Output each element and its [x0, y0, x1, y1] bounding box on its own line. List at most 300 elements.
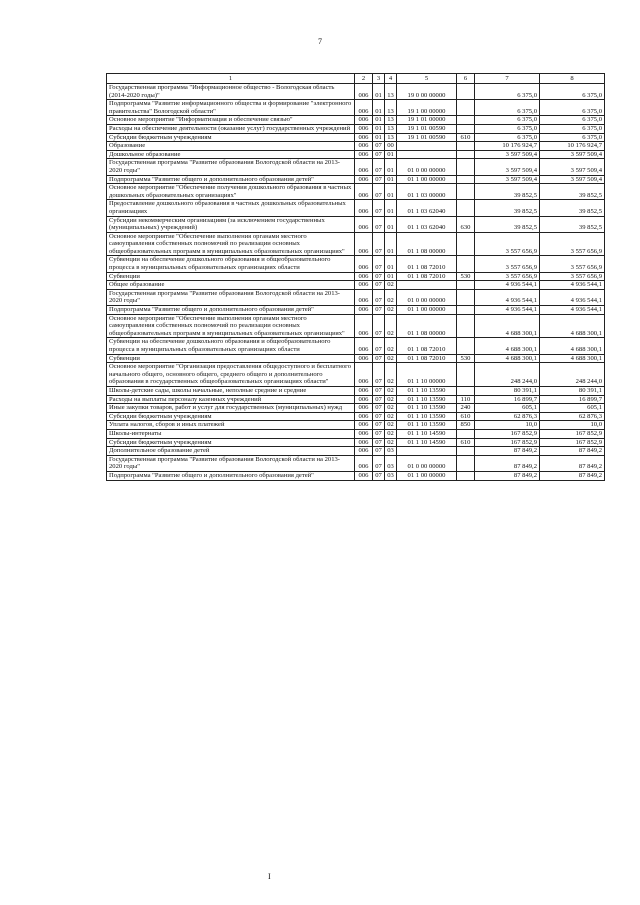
- amount-year1-cell: 6 375,0: [475, 116, 540, 125]
- code-admin-cell: 006: [355, 429, 373, 438]
- row-name-cell: Предоставление дошкольного образования в частных дошкольных образовательных организациях: [107, 200, 355, 216]
- code-expense-type-cell: [457, 314, 475, 338]
- code-admin-cell: 006: [355, 471, 373, 480]
- code-subsection-cell: 01: [385, 184, 397, 200]
- amount-year1-cell: 4 936 544,1: [475, 306, 540, 315]
- amount-year2-cell: 87 849,2: [540, 455, 605, 471]
- code-expense-type-cell: [457, 289, 475, 305]
- code-section-cell: 01: [373, 100, 385, 116]
- code-expense-type-cell: [457, 386, 475, 395]
- code-subsection-cell: 02: [385, 404, 397, 413]
- header-cell: 5: [397, 74, 457, 84]
- table-row: [107, 455, 605, 471]
- code-subsection-cell: 01: [385, 272, 397, 281]
- code-section-cell: 01: [373, 84, 385, 100]
- amount-year2-cell: 80 391,1: [540, 386, 605, 395]
- code-subsection-cell: 02: [385, 412, 397, 421]
- row-name-cell: Государственная программа "Развитие образования Вологодской области на 2013-2020 годы": [107, 159, 355, 175]
- code-subsection-cell: 01: [385, 232, 397, 256]
- code-expense-type-cell: [457, 100, 475, 116]
- row-name-cell: Общее образование: [107, 281, 355, 290]
- row-name-cell: Государственная программа "Развитие образования Вологодской области на 2013-2020 годы": [107, 455, 355, 471]
- code-target-cell: 01 1 00 00000: [397, 175, 457, 184]
- code-expense-type-cell: [457, 200, 475, 216]
- code-expense-type-cell: [457, 471, 475, 480]
- code-subsection-cell: 13: [385, 133, 397, 142]
- code-target-cell: 01 1 08 00000: [397, 314, 457, 338]
- table-row: [107, 124, 605, 133]
- code-section-cell: 07: [373, 429, 385, 438]
- header-cell: 1: [107, 74, 355, 84]
- amount-year1-cell: 605,1: [475, 404, 540, 413]
- code-expense-type-cell: [457, 142, 475, 151]
- row-name-cell: Подпрограмма "Развитие информационного общества и формирование "электронного правительства" Вологодской области": [107, 100, 355, 116]
- amount-year1-cell: 167 852,9: [475, 438, 540, 447]
- table-row: [107, 386, 605, 395]
- amount-year2-cell: 39 852,5: [540, 216, 605, 232]
- code-section-cell: 07: [373, 184, 385, 200]
- code-target-cell: 01 1 10 13590: [397, 404, 457, 413]
- code-expense-type-cell: [457, 256, 475, 272]
- code-admin-cell: 006: [355, 455, 373, 471]
- code-target-cell: 01 0 00 00000: [397, 455, 457, 471]
- code-admin-cell: 006: [355, 133, 373, 142]
- row-name-cell: Основное мероприятие "Организация предоставления общедоступного и бесплатного начального общего, основного общего, среднего общего и дополнительного образования в государственных общеобразовательных организациях области": [107, 363, 355, 387]
- code-section-cell: 07: [373, 200, 385, 216]
- code-admin-cell: 006: [355, 200, 373, 216]
- amount-year2-cell: 16 899,7: [540, 395, 605, 404]
- table-row: [107, 184, 605, 200]
- table-row: [107, 100, 605, 116]
- amount-year1-cell: 3 597 509,4: [475, 159, 540, 175]
- row-name-cell: Дополнительное образование детей: [107, 447, 355, 456]
- row-name-cell: Расходы на выплаты персоналу казенных учреждений: [107, 395, 355, 404]
- code-expense-type-cell: 530: [457, 354, 475, 363]
- amount-year1-cell: 87 849,2: [475, 455, 540, 471]
- bottom-mark: I: [268, 872, 271, 881]
- table-row: [107, 84, 605, 100]
- code-expense-type-cell: [457, 306, 475, 315]
- amount-year2-cell: 6 375,0: [540, 116, 605, 125]
- amount-year1-cell: 6 375,0: [475, 133, 540, 142]
- code-expense-type-cell: [457, 232, 475, 256]
- amount-year1-cell: 3 597 509,4: [475, 175, 540, 184]
- row-name-cell: Основное мероприятие "Обеспечение выполнения органами местного самоуправления собственных полномочий по реализации основных общеобразовательных программ в муниципальных образовательных организациях": [107, 232, 355, 256]
- code-target-cell: 01 1 03 62040: [397, 200, 457, 216]
- code-expense-type-cell: [457, 429, 475, 438]
- row-name-cell: Школы-детские сады, школы начальные, неполные средние и средние: [107, 386, 355, 395]
- amount-year1-cell: 3 557 656,9: [475, 232, 540, 256]
- code-subsection-cell: 02: [385, 429, 397, 438]
- code-section-cell: 07: [373, 455, 385, 471]
- code-section-cell: 07: [373, 256, 385, 272]
- amount-year2-cell: 167 852,9: [540, 429, 605, 438]
- code-section-cell: 07: [373, 395, 385, 404]
- code-expense-type-cell: 630: [457, 216, 475, 232]
- amount-year2-cell: 4 688 300,1: [540, 354, 605, 363]
- amount-year1-cell: 39 852,5: [475, 216, 540, 232]
- code-section-cell: 07: [373, 412, 385, 421]
- code-admin-cell: 006: [355, 412, 373, 421]
- table-row: [107, 338, 605, 354]
- code-admin-cell: 006: [355, 281, 373, 290]
- table-row: [107, 395, 605, 404]
- row-name-cell: Расходы на обеспечение деятельности (оказание услуг) государственных учреждений: [107, 124, 355, 133]
- row-name-cell: Субсидии бюджетным учреждениям: [107, 133, 355, 142]
- code-admin-cell: 006: [355, 272, 373, 281]
- table-header-row: [107, 74, 605, 84]
- code-subsection-cell: 13: [385, 100, 397, 116]
- code-expense-type-cell: [457, 184, 475, 200]
- code-admin-cell: 006: [355, 216, 373, 232]
- page-number: 7: [318, 37, 322, 46]
- code-admin-cell: 006: [355, 386, 373, 395]
- code-expense-type-cell: [457, 84, 475, 100]
- amount-year1-cell: 167 852,9: [475, 429, 540, 438]
- code-admin-cell: 006: [355, 314, 373, 338]
- code-section-cell: 07: [373, 159, 385, 175]
- code-expense-type-cell: [457, 150, 475, 159]
- code-section-cell: 07: [373, 232, 385, 256]
- code-expense-type-cell: [457, 175, 475, 184]
- row-name-cell: Субвенции: [107, 272, 355, 281]
- amount-year2-cell: 3 557 656,9: [540, 232, 605, 256]
- code-target-cell: 01 1 10 13590: [397, 412, 457, 421]
- row-name-cell: Субвенции на обеспечение дошкольного образования и общеобразовательного процесса в муниципальных образовательных организациях области: [107, 256, 355, 272]
- code-target-cell: 01 1 00 00000: [397, 306, 457, 315]
- code-expense-type-cell: [457, 116, 475, 125]
- code-target-cell: 01 1 03 00000: [397, 184, 457, 200]
- code-section-cell: 07: [373, 404, 385, 413]
- code-admin-cell: 006: [355, 142, 373, 151]
- code-subsection-cell: 02: [385, 289, 397, 305]
- row-name-cell: Школы-интернаты: [107, 429, 355, 438]
- code-target-cell: 01 1 10 13590: [397, 386, 457, 395]
- amount-year2-cell: 6 375,0: [540, 100, 605, 116]
- amount-year2-cell: 87 849,2: [540, 447, 605, 456]
- code-section-cell: 07: [373, 471, 385, 480]
- code-subsection-cell: 02: [385, 314, 397, 338]
- code-section-cell: 01: [373, 116, 385, 125]
- code-admin-cell: 006: [355, 438, 373, 447]
- code-section-cell: 07: [373, 386, 385, 395]
- code-subsection-cell: 02: [385, 421, 397, 430]
- header-cell: 4: [385, 74, 397, 84]
- code-subsection-cell: 03: [385, 455, 397, 471]
- row-name-cell: Субвенции: [107, 354, 355, 363]
- code-subsection-cell: 02: [385, 306, 397, 315]
- code-subsection-cell: 01: [385, 200, 397, 216]
- code-target-cell: 01 1 08 72010: [397, 256, 457, 272]
- row-name-cell: Основное мероприятие "Информатизация и обеспечение связью": [107, 116, 355, 125]
- code-target-cell: 01 1 08 00000: [397, 232, 457, 256]
- amount-year1-cell: 3 597 509,4: [475, 150, 540, 159]
- code-admin-cell: 006: [355, 150, 373, 159]
- amount-year2-cell: 3 597 509,4: [540, 150, 605, 159]
- amount-year1-cell: 10 176 924,7: [475, 142, 540, 151]
- code-target-cell: 01 1 08 72010: [397, 354, 457, 363]
- code-subsection-cell: 13: [385, 124, 397, 133]
- code-admin-cell: 006: [355, 338, 373, 354]
- table-row: [107, 429, 605, 438]
- amount-year1-cell: 4 688 300,1: [475, 354, 540, 363]
- amount-year2-cell: 39 852,5: [540, 200, 605, 216]
- code-subsection-cell: 02: [385, 281, 397, 290]
- code-section-cell: 07: [373, 289, 385, 305]
- amount-year2-cell: 39 852,5: [540, 184, 605, 200]
- code-subsection-cell: 02: [385, 395, 397, 404]
- code-subsection-cell: 02: [385, 386, 397, 395]
- code-admin-cell: 006: [355, 124, 373, 133]
- code-section-cell: 01: [373, 124, 385, 133]
- amount-year2-cell: 62 876,3: [540, 412, 605, 421]
- code-expense-type-cell: [457, 281, 475, 290]
- code-target-cell: 19 1 01 00590: [397, 133, 457, 142]
- code-expense-type-cell: 610: [457, 438, 475, 447]
- table-row: [107, 116, 605, 125]
- code-admin-cell: 006: [355, 421, 373, 430]
- amount-year2-cell: 605,1: [540, 404, 605, 413]
- amount-year2-cell: 10 176 924,7: [540, 142, 605, 151]
- code-target-cell: 01 1 10 00000: [397, 363, 457, 387]
- code-subsection-cell: 02: [385, 363, 397, 387]
- code-admin-cell: 006: [355, 100, 373, 116]
- code-admin-cell: 006: [355, 447, 373, 456]
- table-row: [107, 232, 605, 256]
- code-subsection-cell: 03: [385, 471, 397, 480]
- table-row: [107, 314, 605, 338]
- table-row: [107, 272, 605, 281]
- code-admin-cell: 006: [355, 289, 373, 305]
- code-admin-cell: 006: [355, 363, 373, 387]
- code-section-cell: 07: [373, 438, 385, 447]
- code-target-cell: 01 1 10 14590: [397, 438, 457, 447]
- code-section-cell: 07: [373, 447, 385, 456]
- code-target-cell: 01 1 00 00000: [397, 471, 457, 480]
- amount-year2-cell: 87 849,2: [540, 471, 605, 480]
- header-cell: 3: [373, 74, 385, 84]
- code-admin-cell: 006: [355, 354, 373, 363]
- table-row: [107, 159, 605, 175]
- amount-year2-cell: 4 688 300,1: [540, 314, 605, 338]
- code-subsection-cell: 01: [385, 175, 397, 184]
- code-target-cell: 19 1 01 00000: [397, 116, 457, 125]
- code-section-cell: 07: [373, 354, 385, 363]
- table-row: [107, 281, 605, 290]
- amount-year1-cell: 3 557 656,9: [475, 256, 540, 272]
- budget-table: [106, 73, 605, 481]
- code-target-cell: 19 1 01 00590: [397, 124, 457, 133]
- amount-year1-cell: 10,0: [475, 421, 540, 430]
- code-expense-type-cell: [457, 447, 475, 456]
- header-cell: 6: [457, 74, 475, 84]
- amount-year1-cell: 4 936 544,1: [475, 281, 540, 290]
- table-row: [107, 438, 605, 447]
- row-name-cell: Дошкольное образование: [107, 150, 355, 159]
- amount-year1-cell: 4 936 544,1: [475, 289, 540, 305]
- table-row: [107, 289, 605, 305]
- code-target-cell: 01 1 10 13590: [397, 421, 457, 430]
- amount-year1-cell: 6 375,0: [475, 124, 540, 133]
- amount-year2-cell: 4 936 544,1: [540, 306, 605, 315]
- code-target-cell: 01 0 00 00000: [397, 289, 457, 305]
- code-admin-cell: 006: [355, 256, 373, 272]
- code-admin-cell: 006: [355, 395, 373, 404]
- code-section-cell: 07: [373, 216, 385, 232]
- code-target-cell: 01 1 10 14590: [397, 429, 457, 438]
- table-row: [107, 404, 605, 413]
- table-row: [107, 175, 605, 184]
- amount-year1-cell: 4 688 300,1: [475, 338, 540, 354]
- row-name-cell: Субсидии бюджетным учреждениям: [107, 438, 355, 447]
- code-expense-type-cell: 530: [457, 272, 475, 281]
- code-expense-type-cell: [457, 338, 475, 354]
- amount-year2-cell: 10,0: [540, 421, 605, 430]
- table-row: [107, 447, 605, 456]
- row-name-cell: Иные закупки товаров, работ и услуг для государственных (муниципальных) нужд: [107, 404, 355, 413]
- code-admin-cell: 006: [355, 306, 373, 315]
- code-target-cell: [397, 150, 457, 159]
- code-section-cell: 07: [373, 421, 385, 430]
- code-subsection-cell: 02: [385, 338, 397, 354]
- code-admin-cell: 006: [355, 159, 373, 175]
- code-section-cell: 07: [373, 363, 385, 387]
- table-row: [107, 150, 605, 159]
- amount-year2-cell: 4 936 544,1: [540, 281, 605, 290]
- amount-year1-cell: 87 849,2: [475, 471, 540, 480]
- amount-year2-cell: 3 557 656,9: [540, 272, 605, 281]
- amount-year1-cell: 6 375,0: [475, 100, 540, 116]
- header-cell: 2: [355, 74, 373, 84]
- code-target-cell: 01 1 03 62040: [397, 216, 457, 232]
- code-subsection-cell: 03: [385, 447, 397, 456]
- amount-year1-cell: 6 375,0: [475, 84, 540, 100]
- amount-year1-cell: 39 852,5: [475, 200, 540, 216]
- amount-year2-cell: 4 936 544,1: [540, 289, 605, 305]
- code-expense-type-cell: 850: [457, 421, 475, 430]
- amount-year2-cell: 3 557 656,9: [540, 256, 605, 272]
- row-name-cell: Субсидии бюджетным учреждениям: [107, 412, 355, 421]
- code-section-cell: 07: [373, 338, 385, 354]
- code-section-cell: 07: [373, 306, 385, 315]
- code-section-cell: 07: [373, 281, 385, 290]
- amount-year1-cell: 87 849,2: [475, 447, 540, 456]
- code-target-cell: 19 1 00 00000: [397, 100, 457, 116]
- code-subsection-cell: 01: [385, 216, 397, 232]
- amount-year2-cell: 167 852,9: [540, 438, 605, 447]
- amount-year1-cell: 4 688 300,1: [475, 314, 540, 338]
- code-target-cell: 01 0 00 00000: [397, 159, 457, 175]
- code-subsection-cell: 13: [385, 116, 397, 125]
- amount-year1-cell: 16 899,7: [475, 395, 540, 404]
- amount-year1-cell: 3 557 656,9: [475, 272, 540, 281]
- code-section-cell: 07: [373, 150, 385, 159]
- table-row: [107, 142, 605, 151]
- code-admin-cell: 006: [355, 84, 373, 100]
- amount-year2-cell: 6 375,0: [540, 84, 605, 100]
- amount-year2-cell: 6 375,0: [540, 124, 605, 133]
- row-name-cell: Образование: [107, 142, 355, 151]
- amount-year1-cell: 80 391,1: [475, 386, 540, 395]
- code-expense-type-cell: 610: [457, 412, 475, 421]
- code-section-cell: 07: [373, 272, 385, 281]
- table-row: [107, 306, 605, 315]
- code-subsection-cell: 01: [385, 256, 397, 272]
- code-section-cell: 07: [373, 175, 385, 184]
- code-admin-cell: 006: [355, 175, 373, 184]
- amount-year2-cell: 6 375,0: [540, 133, 605, 142]
- row-name-cell: Основное мероприятие "Обеспечение получения дошкольного образования в частных дошкольных образовательных организациях": [107, 184, 355, 200]
- code-subsection-cell: 00: [385, 142, 397, 151]
- code-admin-cell: 006: [355, 116, 373, 125]
- code-expense-type-cell: [457, 455, 475, 471]
- code-section-cell: 07: [373, 314, 385, 338]
- header-cell: 7: [475, 74, 540, 84]
- row-name-cell: Государственная программа "Информационное общество - Вологодская область (2014-2020 годы)": [107, 84, 355, 100]
- table-row: [107, 412, 605, 421]
- amount-year2-cell: 248 244,0: [540, 363, 605, 387]
- code-target-cell: 01 1 10 13590: [397, 395, 457, 404]
- code-target-cell: 19 0 00 00000: [397, 84, 457, 100]
- table-row: [107, 200, 605, 216]
- row-name-cell: Подпрограмма "Развитие общего и дополнительного образования детей": [107, 306, 355, 315]
- table-row: [107, 471, 605, 480]
- code-subsection-cell: 01: [385, 150, 397, 159]
- code-expense-type-cell: [457, 124, 475, 133]
- row-name-cell: Субсидии некоммерческим организациям (за исключением государственных (муниципальных) учреждений): [107, 216, 355, 232]
- amount-year1-cell: 248 244,0: [475, 363, 540, 387]
- row-name-cell: Основное мероприятие "Обеспечение выполнения органами местного самоуправления собственных полномочий по реализации основных общеобразовательных программ в муниципальных образовательных организациях": [107, 314, 355, 338]
- amount-year2-cell: 4 688 300,1: [540, 338, 605, 354]
- table-row: [107, 256, 605, 272]
- code-expense-type-cell: [457, 159, 475, 175]
- row-name-cell: Государственная программа "Развитие образования Вологодской области на 2013-2020 годы": [107, 289, 355, 305]
- row-name-cell: Уплата налогов, сборов и иных платежей: [107, 421, 355, 430]
- code-section-cell: 01: [373, 133, 385, 142]
- table-row: [107, 133, 605, 142]
- amount-year1-cell: 62 876,3: [475, 412, 540, 421]
- code-expense-type-cell: [457, 363, 475, 387]
- code-expense-type-cell: 110: [457, 395, 475, 404]
- row-name-cell: Подпрограмма "Развитие общего и дополнительного образования детей": [107, 175, 355, 184]
- amount-year2-cell: 3 597 509,4: [540, 159, 605, 175]
- code-target-cell: [397, 447, 457, 456]
- code-target-cell: [397, 281, 457, 290]
- code-target-cell: [397, 142, 457, 151]
- budget-table-body: [107, 74, 605, 481]
- code-admin-cell: 006: [355, 404, 373, 413]
- code-section-cell: 07: [373, 142, 385, 151]
- row-name-cell: Субвенции на обеспечение дошкольного образования и общеобразовательного процесса в муниципальных образовательных организациях области: [107, 338, 355, 354]
- code-subsection-cell: 02: [385, 354, 397, 363]
- code-admin-cell: 006: [355, 232, 373, 256]
- code-expense-type-cell: 610: [457, 133, 475, 142]
- row-name-cell: Подпрограмма "Развитие общего и дополнительного образования детей": [107, 471, 355, 480]
- table-row: [107, 363, 605, 387]
- code-subsection-cell: 02: [385, 438, 397, 447]
- amount-year2-cell: 3 597 509,4: [540, 175, 605, 184]
- table-row: [107, 421, 605, 430]
- code-target-cell: 01 1 08 72010: [397, 272, 457, 281]
- code-subsection-cell: 13: [385, 84, 397, 100]
- table-row: [107, 354, 605, 363]
- header-cell: 8: [540, 74, 605, 84]
- code-admin-cell: 006: [355, 184, 373, 200]
- code-subsection-cell: 01: [385, 159, 397, 175]
- code-target-cell: 01 1 08 72010: [397, 338, 457, 354]
- amount-year1-cell: 39 852,5: [475, 184, 540, 200]
- table-row: [107, 216, 605, 232]
